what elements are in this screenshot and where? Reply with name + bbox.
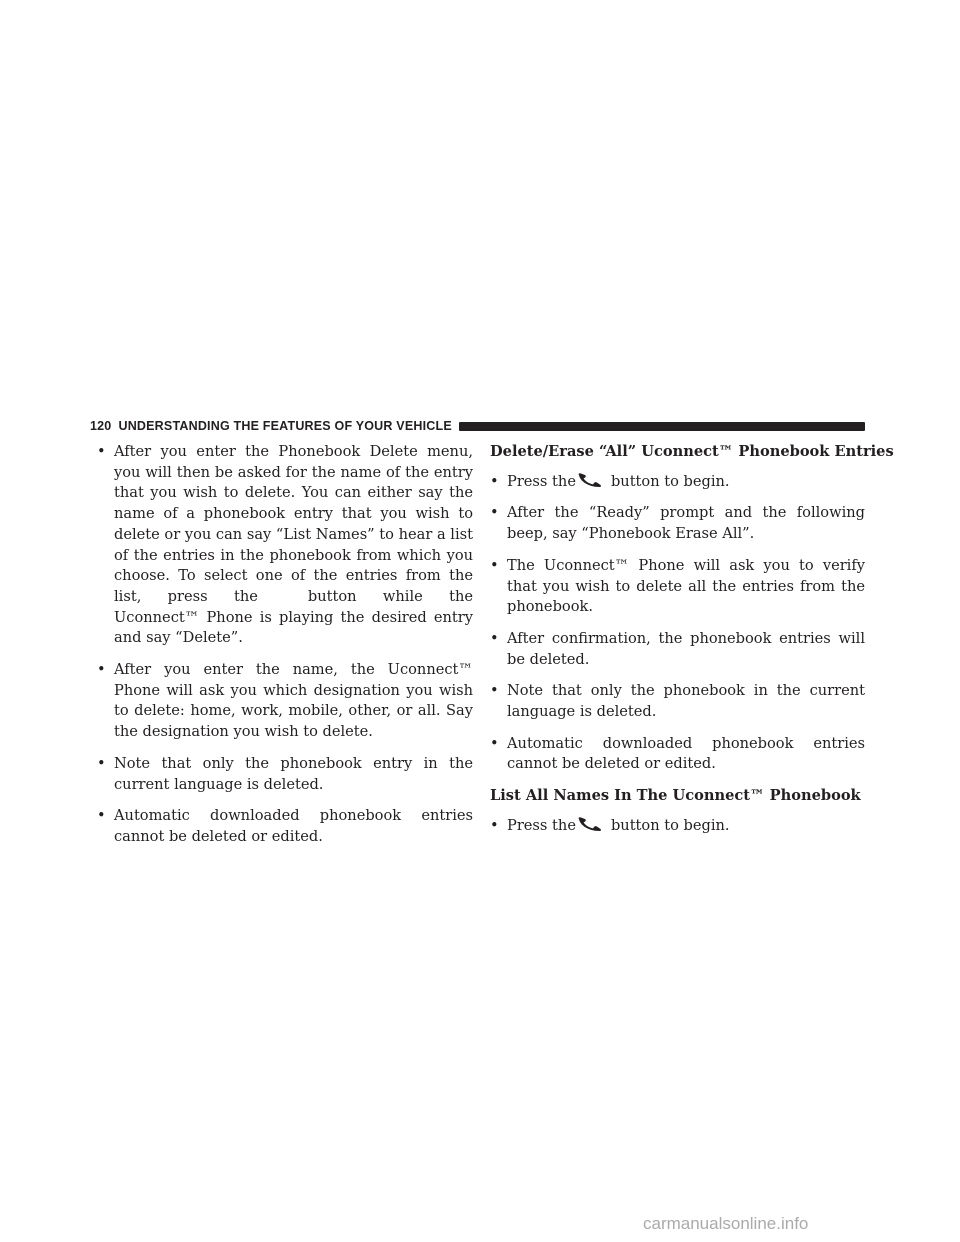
list-item-text: Note that only the phonebook entry in the current language is deleted.: [114, 754, 473, 793]
list-item-text: button while the Uconnect™ Phone is playing the desired entry and say “Delete”.: [114, 587, 473, 647]
header-rule: [459, 422, 865, 431]
bullet: •: [97, 754, 106, 772]
list-item-text: button to begin.: [610, 472, 730, 490]
page-number: 120: [90, 419, 112, 433]
list-item: [97, 754, 473, 795]
list-item-text: Automatic downloaded phonebook entries cannot be deleted or edited.: [507, 734, 865, 773]
right-column: [490, 442, 894, 848]
phone-handset-icon: [577, 473, 607, 487]
list-item-text: After confirmation, the phonebook entries will be deleted.: [507, 629, 865, 668]
bullet: •: [97, 661, 106, 679]
list-item: [97, 660, 473, 743]
bullet: •: [97, 807, 106, 825]
bullet: •: [97, 443, 106, 460]
list-item-text: After you enter the Phonebook Delete menu, you will then be asked for the name of the entry that you wish to delete. You can either say the name of a phonebook entry that you wish to delete or you can say “List Names” to hear a list of the entries in the phonebook from which you choose. To select one of the entries from the list, press the: [114, 443, 473, 605]
bullet: •: [490, 629, 499, 647]
list-item: [490, 556, 865, 618]
section-title: UNDERSTANDING THE FEATURES OF YOUR VEHICLE: [118, 419, 452, 433]
list-item: [97, 806, 473, 847]
watermark: carmanualsonline.info: [643, 1214, 809, 1233]
list-item-text: Press the: [507, 816, 576, 834]
left-column: [97, 442, 473, 859]
list-item-text: button to begin.: [610, 816, 730, 834]
list-item: [490, 629, 865, 670]
bullet: •: [490, 682, 499, 700]
list-item-text: Note that only the phonebook in the current language is deleted.: [507, 682, 865, 721]
list-item: [490, 681, 865, 722]
list-item-text: Automatic downloaded phonebook entries cannot be deleted or edited.: [114, 807, 473, 845]
list-item-text: After the “Ready” prompt and the following beep, say “Phonebook Erase All”.: [507, 504, 865, 543]
bullet: •: [490, 556, 499, 574]
list-item: [490, 472, 865, 493]
list-item-text: Press the: [507, 472, 576, 490]
bullet: •: [490, 816, 499, 834]
phone-handset-icon: [577, 817, 607, 831]
bullet: •: [490, 472, 499, 490]
bullet: •: [490, 734, 499, 752]
list-item-text: After you enter the name, the Uconnect™ Phone will ask you which designation you wish to delete: home, work, mobile, other, or all. Say the designation you wish to delete.: [114, 661, 473, 741]
page-header: [90, 418, 865, 434]
bullet: •: [490, 504, 499, 522]
section-heading: List All Names In The Uconnect™ Phonebook: [490, 787, 861, 805]
list-item: [490, 816, 865, 837]
list-item: [490, 503, 865, 544]
section-heading: Delete/Erase “All” Uconnect™ Phonebook Entries: [490, 443, 894, 460]
list-item: [490, 734, 865, 775]
list-item-text: The Uconnect™ Phone will ask you to verify that you wish to delete all the entries from the phonebook.: [507, 556, 865, 616]
list-item: [97, 442, 473, 649]
